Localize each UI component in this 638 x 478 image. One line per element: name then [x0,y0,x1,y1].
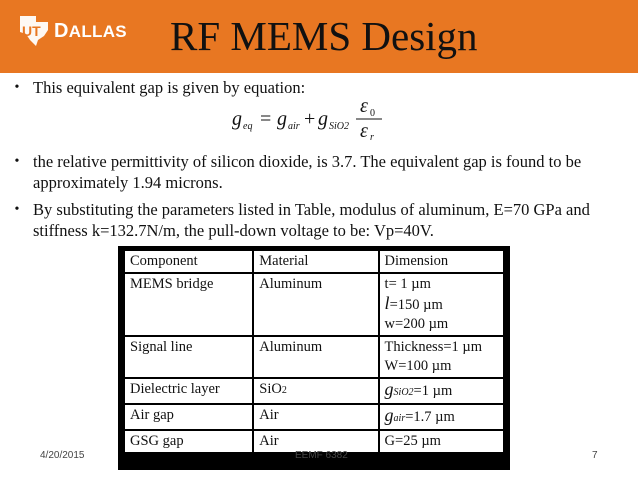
table-cell-component: Dielectric layer [124,378,253,404]
eq-lhs-sub: eq [243,121,253,132]
table-cell-component: Signal line [124,336,253,378]
eq-lhs: g [232,108,242,130]
bullet-text: This equivalent gap is given by equation: [33,78,306,97]
bullet-dot: • [14,202,20,217]
table-cell-component: Air gap [124,404,253,430]
table-cell-material: Aluminum [253,336,378,378]
eq-sign: = [260,108,272,130]
gap-symbol: g [384,379,394,399]
table-header-cell: Dimension [379,250,504,273]
header-bar [0,0,638,73]
length-symbol: l [384,293,390,313]
eq-denominator: ε [360,120,368,141]
table-cell-material: SiO2 [253,378,378,404]
bullet-text: By substituting the parameters listed in Table, modulus of aluminum, E=70 GPa and stiffness k=132.7N/m, the pull-down voltage to be: Vp=40V. [33,200,590,240]
eq-term1-sub: air [288,121,300,132]
page-title: RF MEMS Design [170,13,478,59]
equivalent-gap-equation [232,97,382,141]
bullet-dot: • [14,80,20,95]
footer-date: 4/20/2015 [40,450,85,461]
bullet-dot: • [14,154,20,169]
logo-wordmark: DALLAS [54,20,127,42]
ut-dallas-logo [14,8,127,52]
table-cell-dimension [379,273,504,336]
eq-numerator: ε [360,97,368,117]
bullet-item [10,151,630,193]
eq-term2: g [318,108,328,130]
bullet-item [10,77,630,98]
table-row [124,273,504,336]
texas-star-icon [14,10,54,50]
table-cell-material: Air [253,430,378,453]
parameters-table [123,249,505,454]
table-row [124,336,504,378]
eq-numerator-sub: 0 [370,108,375,119]
table-cell-dimension: gair=1.7 µm [379,404,504,430]
bullet-text: the relative permittivity of silicon dioxide, is 3.7. The equivalent gap is found to be approximately 1.94 microns. [33,152,582,192]
dimension-line: t= 1 µm [384,276,431,292]
footer-page-number: 7 [592,450,598,461]
gap-symbol: g [384,405,394,425]
table-cell-component: MEMS bridge [124,273,253,336]
table-cell-material: Aluminum [253,273,378,336]
eq-plus: + [304,108,316,130]
dimension-line: W=100 µm [384,358,452,374]
table-row [124,378,504,404]
dimension-line: w=200 µm [384,316,449,332]
eq-term2-sub: SiO2 [329,121,349,132]
footer-course: EEMF 6382 [295,450,348,461]
table-row [124,404,504,430]
eq-term1: g [277,108,287,130]
table-header-row [124,250,504,273]
parameters-table-frame [118,246,510,470]
table-cell-dimension [379,336,504,378]
table-header-cell: Component [124,250,253,273]
dimension-line: l=150 µm [384,293,443,313]
eq-denominator-sub: r [370,132,374,141]
table-cell-component: GSG gap [124,430,253,453]
svg-text:UT: UT [22,23,41,39]
dimension-line: Thickness=1 µm [384,339,483,355]
table-cell-material: Air [253,404,378,430]
bullet-item [10,199,630,241]
table-cell-dimension: G=25 µm [379,430,504,453]
table-cell-dimension: gSiO2=1 µm [379,378,504,404]
table-header-cell: Material [253,250,378,273]
